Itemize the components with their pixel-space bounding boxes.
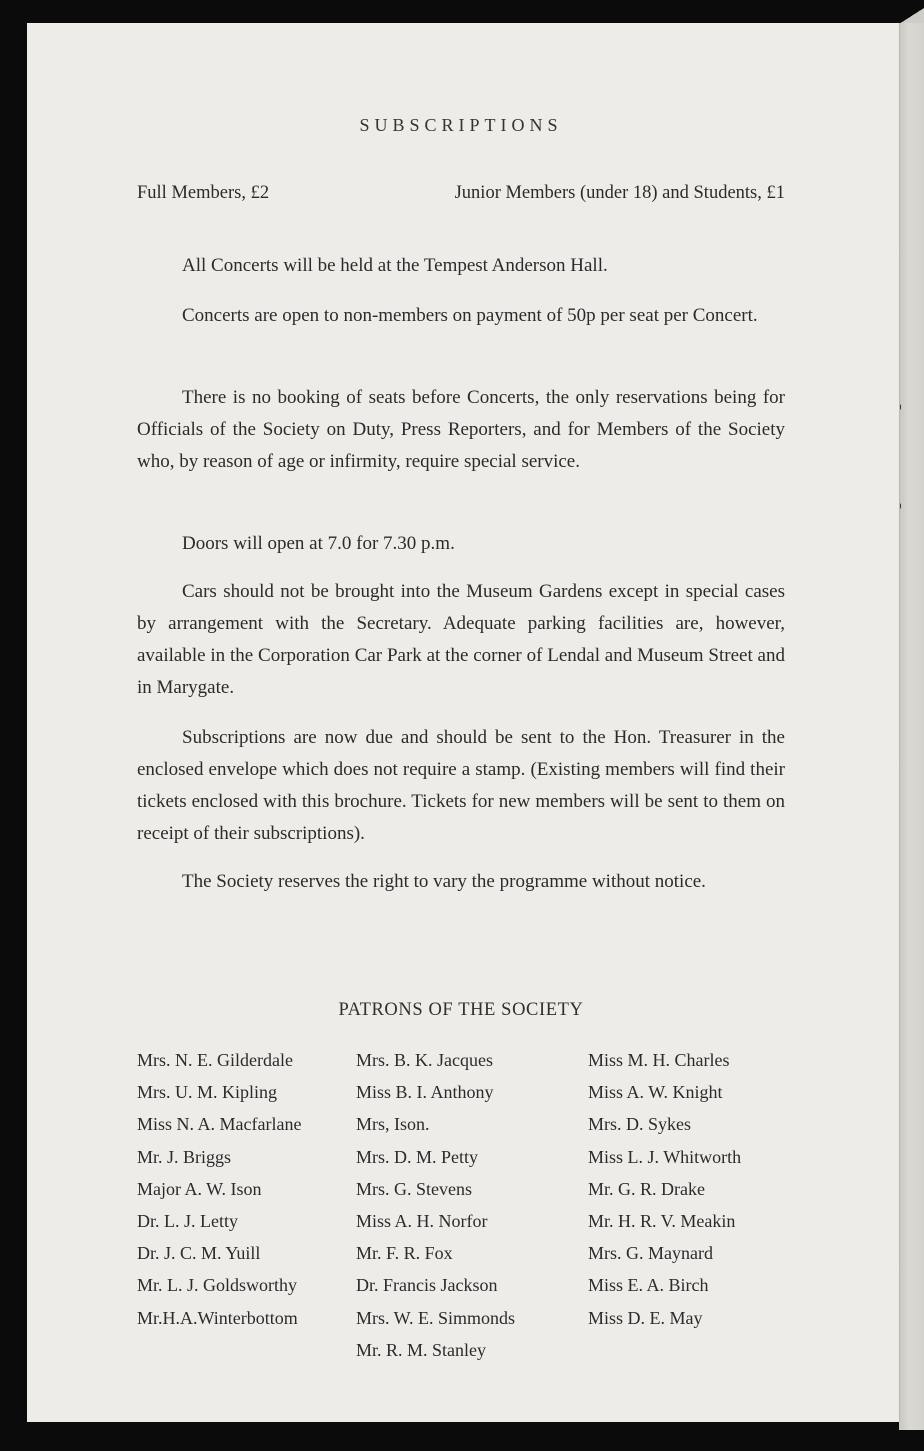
patron-name: Miss D. E. May (588, 1307, 703, 1328)
patron-name: Miss E. A. Birch (588, 1275, 709, 1296)
patron-name: Major A. W. Ison (137, 1178, 262, 1199)
patrons-column-3 (588, 1044, 741, 1334)
gutter-corner (899, 8, 924, 24)
patron-name: Mrs. U. M. Kipling (137, 1082, 278, 1103)
page-gutter (899, 23, 924, 1430)
patron-name: Miss N. A. Macfarlane (137, 1114, 302, 1135)
patron-name: Mr. J. Briggs (137, 1146, 232, 1167)
patron-name: Mr. L. J. Goldsworthy (137, 1275, 298, 1296)
patron-name: Mrs. D. Sykes (588, 1114, 692, 1135)
patron-name: Mrs. D. M. Petty (356, 1146, 479, 1167)
paragraph-parking: Cars should not be brought into the Museum Gardens except in special cases by arrangement with the Secretary. Adequate parking facilities are, however, available in the Corporation Car Park at the corner of Lendal and Museum Street and in Marygate. (137, 581, 785, 698)
patrons-heading: PATRONS OF THE SOCIETY (338, 1000, 584, 1020)
patron-name: Mr.H.A.Winterbottom (137, 1307, 298, 1328)
paragraph-venue: All Concerts will be held at the Tempest Anderson Hall. (182, 255, 608, 276)
patron-name: Mr. R. M. Stanley (356, 1339, 487, 1360)
patron-name: Miss B. I. Anthony (356, 1082, 494, 1103)
patrons-column-1 (137, 1044, 301, 1334)
patron-name: Mr. H. R. V. Meakin (588, 1210, 736, 1231)
patron-name: Mr. G. R. Drake (588, 1178, 705, 1199)
paragraph-non-members: Concerts are open to non-members on payment of 50p per seat per Concert. (182, 305, 758, 326)
brochure-page (27, 23, 900, 1422)
paragraph-programme-notice: The Society reserves the right to vary the programme without notice. (182, 871, 706, 892)
patron-name: Miss A. W. Knight (588, 1082, 723, 1103)
junior-members-fee: Junior Members (under 18) and Students, £1 (454, 183, 785, 203)
patron-name: Mrs. N. E. Gilderdale (137, 1050, 293, 1070)
paragraph-doors: Doors will open at 7.0 for 7.30 p.m. (182, 533, 455, 554)
patron-name: Dr. J. C. M. Yuill (137, 1243, 261, 1264)
patron-name: Miss M. H. Charles (588, 1050, 730, 1070)
patron-name: Mr. F. R. Fox (356, 1243, 453, 1264)
patron-name: Miss A. H. Norfor (356, 1210, 488, 1231)
patron-name: Miss L. J. Whitworth (588, 1146, 742, 1167)
patron-name: Mrs. G. Maynard (588, 1243, 713, 1264)
patron-name: Mrs. B. K. Jacques (356, 1050, 493, 1070)
patron-name: Dr. L. J. Letty (137, 1210, 238, 1231)
paragraph-subscriptions-due: Subscriptions are now due and should be sent to the Hon. Treasurer in the enclosed envelope which does not require a stamp. (Existing members will find their tickets enclosed with this brochure. Tickets for new members will be sent to them on receipt of their subscriptions). (137, 727, 785, 844)
patrons-column-2 (356, 1044, 515, 1366)
paragraph-booking: There is no booking of seats before Concerts, the only reservations being for Officials of the Society on Duty, Press Reporters, and for Members of the Society who, by reason of age or infirmity, require special service. (137, 387, 785, 472)
patron-name: Mrs. G. Stevens (356, 1178, 472, 1199)
patron-name: Mrs, Ison. (356, 1114, 430, 1135)
subscriptions-heading: SUBSCRIPTIONS (359, 115, 563, 135)
full-members-fee: Full Members, £2 (137, 183, 270, 203)
patron-name: Mrs. W. E. Simmonds (356, 1307, 516, 1328)
patron-name: Dr. Francis Jackson (356, 1275, 498, 1296)
